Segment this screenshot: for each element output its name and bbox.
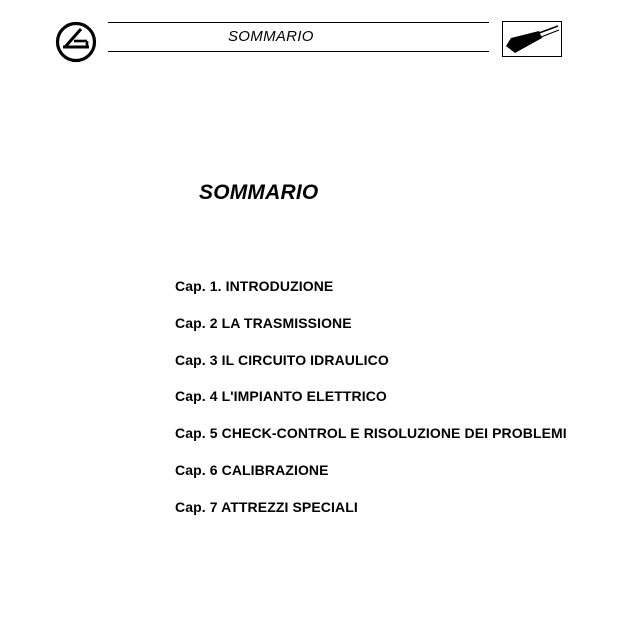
header-title: SOMMARIO (228, 28, 314, 45)
toc-item-chapter-7[interactable]: Cap. 7 ATTREZZI SPECIALI (175, 498, 358, 515)
toc-item-chapter-4[interactable]: Cap. 4 L'IMPIANTO ELETTRICO (175, 388, 387, 405)
table-of-contents (175, 276, 567, 534)
page-title: SOMMARIO (199, 181, 319, 204)
tool-icon-box (502, 21, 562, 57)
toc-item-chapter-2[interactable]: Cap. 2 LA TRASMISSIONE (175, 314, 352, 331)
toc-item-chapter-1[interactable]: Cap. 1. INTRODUZIONE (175, 278, 334, 294)
toc-item-chapter-6[interactable]: Cap. 6 CALIBRAZIONE (175, 461, 329, 478)
header-band (108, 22, 489, 52)
toc-item-chapter-5[interactable]: Cap. 5 CHECK-CONTROL E RISOLUZIONE DEI PROBLEMI (175, 425, 567, 442)
soldering-iron-icon (503, 22, 563, 58)
brand-logo-icon (54, 21, 100, 63)
toc-item-chapter-3[interactable]: Cap. 3 IL CIRCUITO IDRAULICO (175, 351, 389, 368)
